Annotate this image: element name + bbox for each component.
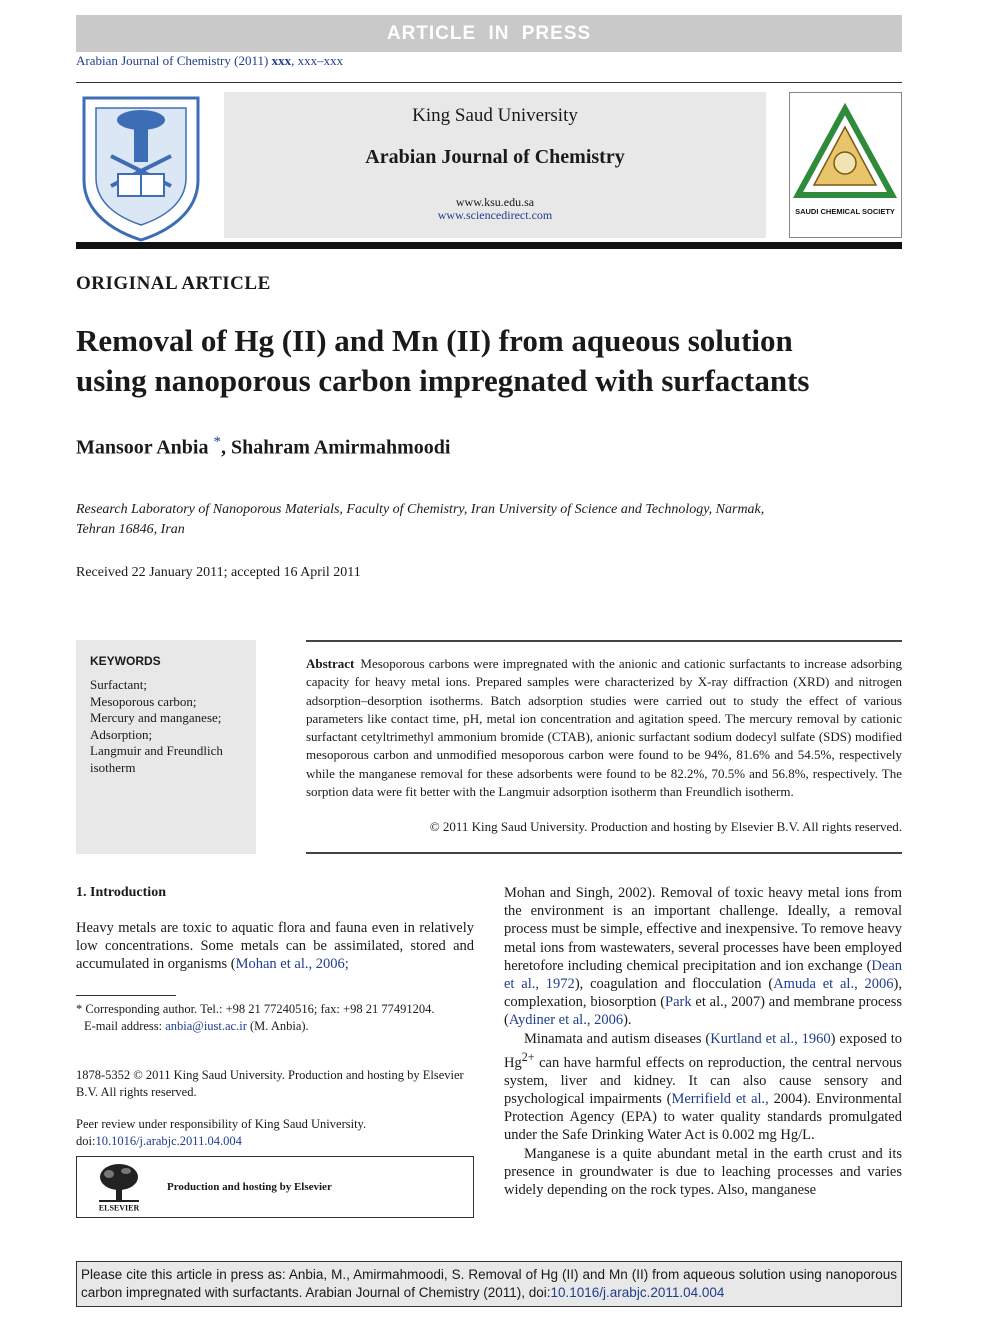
ref-link[interactable]: Park [665,994,692,1011]
abstract-top-rule [306,640,902,642]
footnote-mark: * [76,1002,83,1016]
section-heading-introduction: 1. Introduction [76,885,166,900]
keywords-box [76,640,256,854]
elsevier-text: Production and hosting by Elsevier [167,1181,332,1193]
elsevier-box [76,1156,474,1218]
chemical-society-logo [789,92,902,238]
citation-text: Please cite this article in press as: Anbia, M., Amirmahmoodi, S. Removal of Hg (II) and Mn (II) from aqueous solution using nanoporous carbon impregnated with surfactants. Arabian Journal of Chemistry (2011), doi: [81,1267,897,1300]
article-in-press-banner: ARTICLE IN PRESS [76,15,902,52]
text-run: ), complexation, biosorption ( [504,976,902,1011]
keyword-item: isotherm [90,759,136,775]
header-thick-rule [76,242,902,249]
superscript: 2+ [521,1049,535,1064]
keyword-item: Mesoporous carbon; [90,693,197,709]
journal-citation-pages: , xxx–xxx [291,53,344,68]
corresponding-author-footnote [76,1001,474,1035]
email-link[interactable]: anbia@iust.ac.ir [165,1019,247,1033]
journal-citation[interactable] [76,53,343,69]
author-1: Mansoor Anbia [76,436,209,459]
text-run: can have harmful effects on reproduction, the central nervous system, liver and kidney. It can also cause sensory and psychological impairments ( [504,1054,902,1108]
peer-review-note [76,1116,474,1150]
affiliation-line-2: Tehran 16846, Iran [76,522,185,537]
text-run: ) exposed to Hg [504,1030,902,1071]
intro-p1-text: Heavy metals are toxic to aquatic flora and fauna even in relatively low concentrations. Some metals can be assimilated, stored and accumulated in organisms ( [76,920,474,973]
journal-name: Arabian Journal of Chemistry [365,146,625,168]
text-run: 2004). Environmental Protection Agency (EPA) to water quality standards promulgated under the Safe Drinking Water Act is 0.002 mg Hg/L. [504,1091,902,1144]
title-line-2: using nanoporous carbon impregnated with surfactants [76,363,810,398]
university-seal-logo [76,92,206,242]
footnote-rule [76,995,176,996]
email-label: E-mail address: [84,1019,166,1033]
ref-link[interactable]: Merrifield et al., [671,1091,769,1108]
keyword-item: Mercury and manganese; [90,710,222,726]
received-dates: Received 22 January 2011; accepted 16 April 2011 [76,565,361,580]
abstract-label: Abstract [306,656,355,671]
ref-link[interactable]: Dean et al., 1972 [504,957,902,993]
journal-header-box [224,92,766,238]
keyword-item: Langmuir and Freundlich [90,743,223,759]
university-url: www.ksu.edu.sa [455,195,535,209]
text-run: ). [623,1012,632,1029]
elsevier-logo [95,1162,143,1212]
text-run: Minamata and autism diseases ( [524,1030,711,1047]
header-rule [76,82,902,83]
affiliation-line-1: Research Laboratory of Nanoporous Materials, Faculty of Chemistry, Iran University of Science and Technology, Narmak, [76,502,765,517]
author-list [76,434,450,460]
university-name: King Saud University [412,105,578,126]
doi-link[interactable]: 10.1016/j.arabjc.2011.04.004 [95,1134,242,1148]
article-title [76,321,902,401]
ref-link[interactable]: Mohan et al., 2006; [235,956,349,973]
intro-paragraph-2 [504,1030,902,1145]
footnote-contact: Corresponding author. Tel.: +98 21 77240516; fax: +98 21 77491204. [82,1002,435,1016]
abstract-text: Mesoporous carbons were impregnated with the anionic and cationic surfactants to increase adsorbing capacity for heavy metal ions. Prepared samples were characterized by X-ray diffraction (XRD) and nitrogen adsorption–desorption isotherms. Batch adsorption studies were carried out to study the effect of various parameters like contact time, pH, metal ion concentration and agitation speed. The mercury removal by cationic surfactant cetyltrimethyl ammonium bromide (CTAB), anionic surfactant sodium dodecyl sulfate (SDS) modified mesoporous carbon and unmodified mesoporous carbon were found to be 94%, 81.6% and 54.5%, respectively while the manganese removal for these adsorbents were found to be 82.2%, 70.5% and 56.8%, respectively. The sorption data were fit better with the Langmuir adsorption isotherm than Freundlich isotherm. [306,656,902,800]
right-column [504,884,902,1199]
abstract-copyright: © 2011 King Saud University. Production and hosting by Elsevier B.V. All rights reserved. [429,819,902,834]
intro-paragraph-1 [76,919,474,974]
ref-link[interactable]: Aydiner et al., 2006 [508,1012,624,1029]
citation-doi-link[interactable]: 10.1016/j.arabjc.2011.04.004 [550,1285,725,1300]
doi-label: doi: [76,1134,96,1148]
text-run: Mohan and Singh, 2002). Removal of toxic heavy metal ions from the environment is an important challenge. Ideally, a removal process must be simple, effective and inexpensive. To remove heavy metal ions from wastewaters, several processes have been employed heretofore including chemical precipitation and ion exchange ( [504,885,902,974]
sciencedirect-link[interactable]: www.sciencedirect.com [437,208,553,222]
journal-citation-volume: xxx [271,53,292,68]
email-tail: (M. Anbia). [246,1019,309,1033]
corresponding-author-link[interactable]: * [213,434,221,450]
abstract-bottom-rule [306,852,902,854]
intro-paragraph-3: Manganese is a quite abundant metal in the earth crust and its presence in groundwater is due to leaching processes and varies widely depending on the rock types. Also, manganese [504,1145,902,1199]
intro-paragraph-1-continued [504,884,902,1030]
journal-citation-name: Arabian Journal of Chemistry (2011) [76,53,269,68]
elsevier-logo-word: ELSEVIER [98,1203,140,1212]
ref-link[interactable]: Kurtland et al., 1960 [710,1030,831,1047]
abstract [306,655,902,801]
citation-box [76,1261,902,1307]
keywords-list [90,677,242,777]
society-logo-text: SAUDI CHEMICAL SOCIETY [795,207,895,216]
ref-link[interactable]: Amuda et al., 2006 [773,976,894,993]
left-column [76,885,474,974]
text-run: ), coagulation and flocculation ( [574,976,774,993]
article-type: ORIGINAL ARTICLE [76,273,271,294]
keyword-item: Surfactant; [90,677,148,692]
author-2: , Shahram Amirmahmoodi [220,436,451,459]
affiliation [76,500,902,540]
issn-copyright: 1878-5352 © 2011 King Saud University. Production and hosting by Elsevier B.V. All rights reserved. [76,1068,464,1099]
peer-review-text: Peer review under responsibility of King Saud University. [76,1117,367,1131]
keywords-heading: KEYWORDS [90,654,161,668]
keyword-item: Adsorption; [90,726,153,742]
text-run: et al., 2007) and membrane process ( [504,994,903,1029]
title-line-1: Removal of Hg (II) and Mn (II) from aqueous solution [76,323,793,358]
